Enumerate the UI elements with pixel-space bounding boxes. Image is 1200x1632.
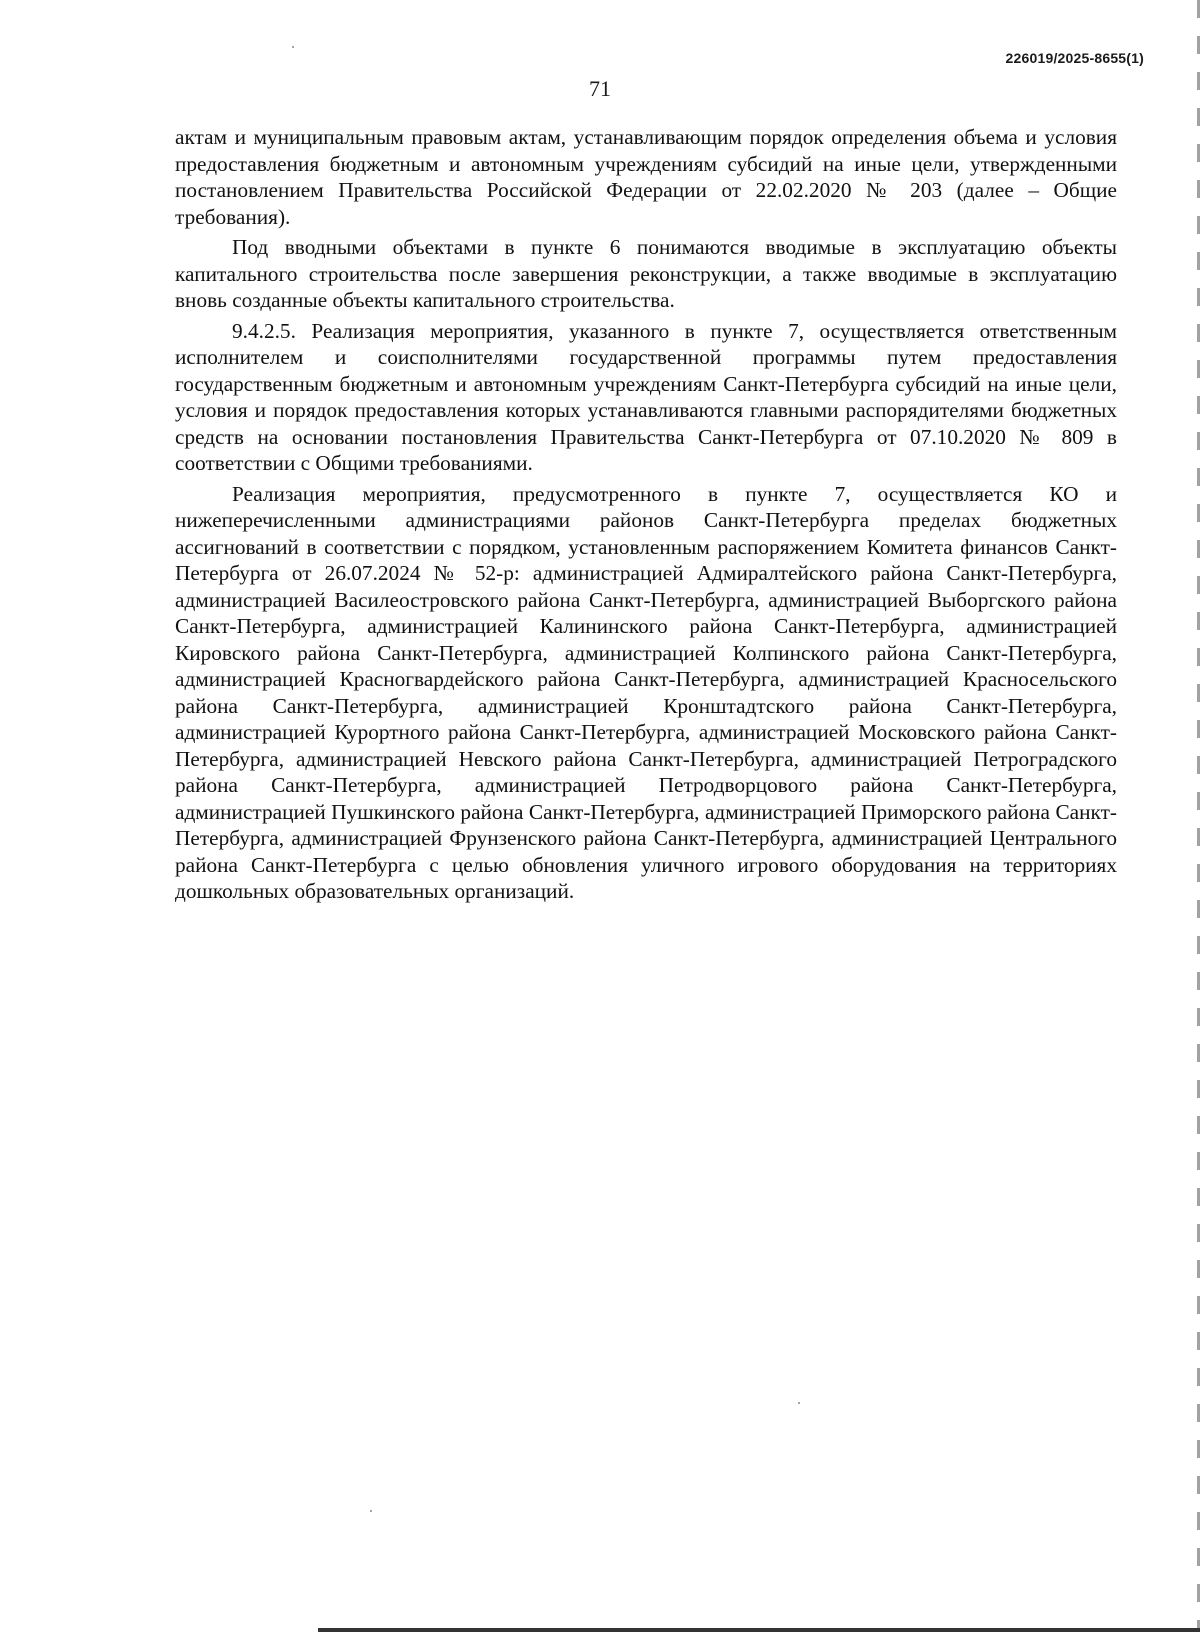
paragraph-input-objects: Под вводными объектами в пункте 6 понимаются вводимые в эксплуатацию объекты капитального строительства после завершения реконструкции, а также вводимые в эксплуатацию вновь созданные объекты капитального строительства. — [175, 235, 1117, 312]
scan-speck — [292, 46, 294, 48]
scan-speck — [798, 1402, 800, 1404]
paragraph-district-administrations: Реализация мероприятия, предусмотренного в пункте 7, осуществляется КО и нижеперечисленными администрациями районов Санкт-Петербурга пределах бюджетных ассигнований в соответствии с порядком, установленным распоряжением Комитета финансов Санкт-Петербурга от 26.07.2024 № 52-р: администрацией Адмиралтейского района Санкт-Петербурга, администрацией Василеостровского района Санкт-Петербурга, администрацией Выборгского района Санкт-Петербурга, администрацией Калининского района Санкт-Петербурга, администрацией Кировского района Санкт-Петербурга, администрацией Колпинского района Санкт-Петербурга, администрацией Красногвардейского района Санкт-Петербурга, администрацией Красносельского района Санкт-Петербурга, администрацией Кронштадтского района Санкт-Петербурга, администрацией Курортного района Санкт-Петербурга, администрацией Московского района Санкт-Петербурга, администрацией Невского района Санкт-Петербурга, администрацией Петроградского района Санкт-Петербурга, администрацией Петродворцового района Санкт-Петербурга, администрацией Пушкинского района Санкт-Петербурга, администрацией Приморского района Санкт-Петербурга, администрацией Фрунзенского района Санкт-Петербурга, администрацией Центрального района Санкт-Петербурга с целью обновления уличного игрового оборудования на территориях дошкольных образовательных организаций. — [175, 481, 1117, 903]
scan-bottom-edge — [318, 1628, 1200, 1632]
paragraph-9-4-2-5: 9.4.2.5. Реализация мероприятия, указанного в пункте 7, осуществляется ответственным исполнителем и соисполнителями государственной программы путем предоставления государственным бюджетным и автономным учреждениям Санкт-Петербурга субсидий на иные цели, условия и порядок предоставления которых устанавливаются главными распорядителями бюджетных средств на основании постановления Правительства Санкт-Петербурга от 07.10.2020 № 809 в соответствии с Общими требованиями. — [175, 318, 1117, 475]
scan-speck — [370, 1510, 372, 1512]
page-number: 71 — [589, 76, 611, 101]
paragraph-continuation: актам и муниципальным правовым актам, устанавливающим порядок определения объема и условия предоставления бюджетным и автономным учреждениям субсидий на иные цели, утвержденными постановлением Правительства Российской Федерации от 22.02.2020 № 203 (далее – Общие требования). — [175, 125, 1117, 229]
document-registration-number: 226019/2025-8655(1) — [1005, 50, 1144, 66]
document-body — [175, 124, 1117, 905]
